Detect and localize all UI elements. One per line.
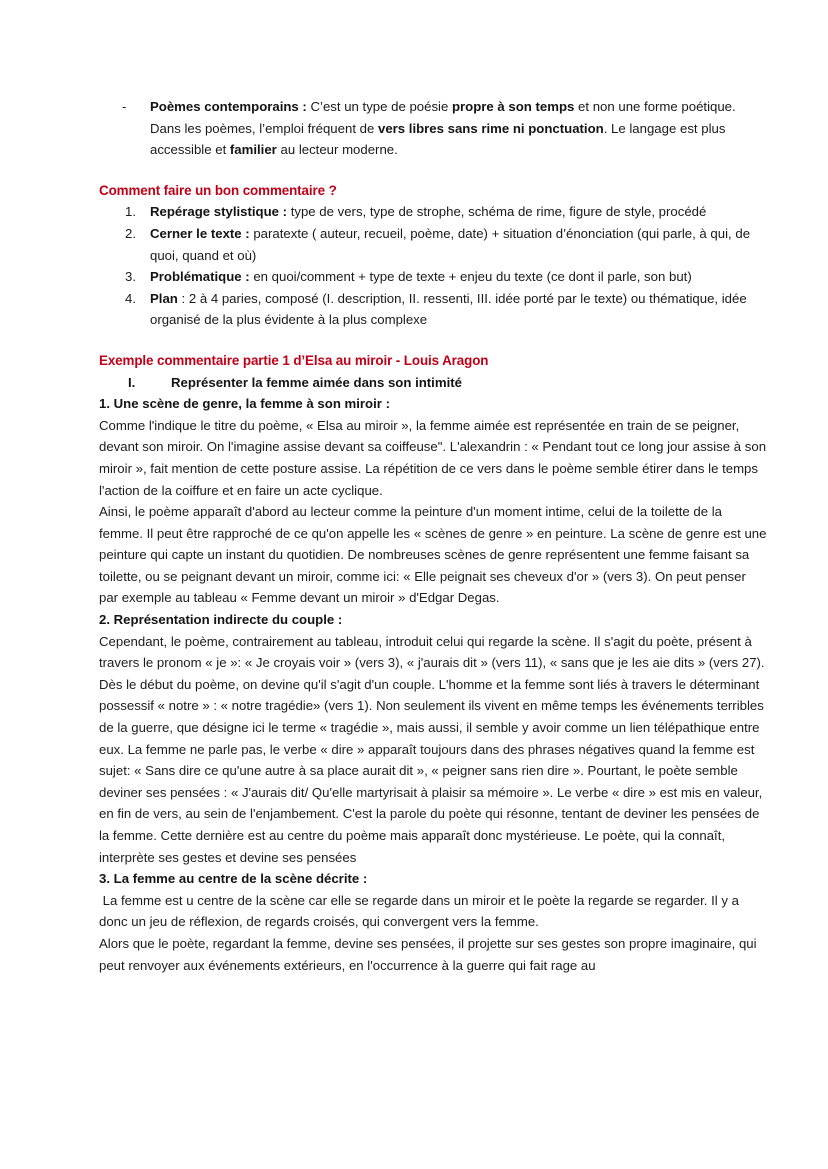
method-item-text (150, 204, 706, 219)
list-item (99, 201, 767, 223)
bold-run: Cerner le texte : (150, 225, 250, 241)
text-run: C’est un type de poésie (306, 99, 452, 114)
list-item (99, 223, 767, 266)
paragraph: Dès le début du poème, on devine qu'il s'agit d'un couple. L'homme et la femme sont liés à travers le déterminant possessif « notre » : « notre tragédie» (vers 1). Non seulement ils vivent en même temps les événements terribles de la guerre, que désigne ici le terme « tragédie », mais aussi, il semble y avoir comme un lien télépathique entre eux. La femme ne parle pas, le verbe « dire » apparaît toujours dans des phrases négatives quand la femme est sujet: « Sans dire ce qu'une autre à sa place aurait dit », « peigner sans rien dire ». Pourtant, le poète semble deviner ses pensées : « J'aurais dit/ Qu'elle martyrisait à plaisir sa mémoire ». Le verbe « dire » est mis en valeur, en fin de vers, au sein de l'enjambement. C'est la parole du poète qui résonne, tentant de deviner les pensées de la femme. Cette dernière est au centre du poème mais apparaît donc mystérieuse. Le poète, qui la connaît, interprète ses gestes et devine ses pensées (99, 676, 768, 865)
list-item (99, 288, 767, 331)
list-item (99, 96, 767, 161)
paragraph: Alors que le poète, regardant la femme, devine ses pensées, il projette sur ses gestes son propre imaginaire, qui peut renvoyer aux événements extérieurs, en l'occurrence à la guerre qui fait rage au (99, 935, 761, 973)
document-content (99, 96, 771, 976)
heading-comment-faire: Comment faire un bon commentaire ? (99, 182, 337, 198)
method-item-text (150, 269, 692, 284)
bold-run: Problématique : (150, 269, 250, 285)
subheading-1: 1. Une scène de genre, la femme à son miroir : (99, 396, 390, 412)
list-marker: 1. (125, 204, 136, 220)
bold-run: familier (229, 142, 277, 158)
dash-marker: - (122, 99, 127, 114)
subheading-3: 3. La femme au centre de la scène décrite : (99, 871, 368, 887)
list-item (99, 266, 767, 288)
paragraph: Ainsi, le poème apparaît d'abord au lecteur comme la peinture d'un moment intime, celui de la toilette de la femme. Il peut être rapproché de ce qu'on appelle les « scènes de genre » en peinture. La scène de genre est une peinture qui capte un instant du quotidien. De nombreuses scènes de genre représentent une femme faisant sa toilette, ou se peignant devant un miroir, comme ici: « Elle peignait ses cheveux d'or » (vers 3). On peut penser par exemple au tableau « Femme devant un miroir » d'Edgar Degas. (99, 504, 771, 606)
bold-run: Poèmes contemporains : (150, 99, 307, 114)
list-marker: 4. (125, 290, 136, 306)
text-run: et non une forme poétique. Dans les poèmes, l’emploi fréquent de (150, 99, 736, 136)
bold-run: vers libres sans rime ni ponctuation (377, 120, 604, 136)
bold-run: Repérage stylistique : (150, 204, 288, 220)
text-run: paratexte ( auteur, recueil, poème, date) + situation d’énonciation (qui parle, à qui, de quoi, quand et où) (150, 225, 751, 263)
method-numbered-list (99, 201, 767, 331)
text-run: . Le langage est plus accessible et (150, 120, 726, 158)
roman-marker: I. (128, 374, 136, 390)
method-item-text (150, 226, 750, 263)
text-run: type de vers, type de strophe, schéma de rime, figure de style, procédé (287, 204, 707, 220)
subheading-2: 2. Représentation indirecte du couple : (99, 612, 343, 628)
paragraph: Comme l'indique le titre du poème, « Elsa au miroir », la femme aimée est représentée en train de se peigner, devant son miroir. On l'imagine assise devant sa coiffeuse". L'alexandrin : « Pendant tout ce long jour assise à son miroir », fait mention de cette posture assise. La répétition de ce vers dans le poème semble étirer dans le temps l'action de la coiffure et en faire un acte cyclique. (99, 417, 770, 498)
text-run: en quoi/comment + type de texte + enjeu du texte (ce dont il parle, son but) (249, 269, 692, 285)
roman-section-label: Représenter la femme aimée dans son intimité (171, 374, 462, 390)
text-run: : 2 à 4 paries, composé (I. description, II. ressenti, III. idée porté par le texte) ou thématique, idée organisé de la plus évidente à la plus complexe (150, 290, 747, 328)
paragraph: La femme est u centre de la scène car elle se regarde dans un miroir et le poète la regarde se regarder. Il y a donc un jeu de réflexion, de regards croisés, qui convergent vers la femme. (99, 892, 743, 930)
paragraph: Cependant, le poème, contrairement au tableau, introduit celui qui regarde la scène. Il s'agit du poète, présent à travers le pronom « je »: « Je croyais voir » (vers 3), « j'aurais dit » (vers 11), « sans que je les aie dits » (vers 27). (99, 633, 765, 671)
method-item-text (150, 291, 747, 328)
text-run: au lecteur moderne. (276, 142, 398, 158)
roman-section-i (99, 372, 767, 394)
list-marker: 3. (125, 269, 136, 285)
bold-run: propre à son temps (451, 99, 575, 114)
list-marker: 2. (125, 225, 136, 241)
intro-bullet-text (150, 99, 736, 157)
intro-dash-list (99, 96, 767, 161)
heading-exemple-commentaire: Exemple commentaire partie 1 d’Elsa au miroir - Louis Aragon (99, 352, 489, 368)
bold-run: Plan (150, 290, 178, 306)
